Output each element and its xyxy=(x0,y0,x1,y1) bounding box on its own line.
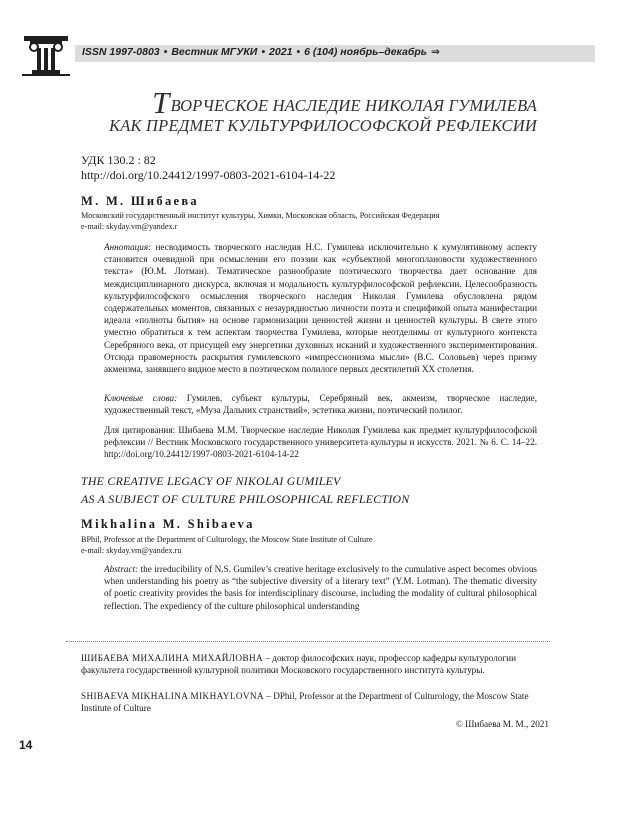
keywords-label-ru: Ключевые слова: xyxy=(104,393,178,403)
journal-year: 2021 xyxy=(269,46,293,58)
bio-text-en: – DPhil, Professor at the Department of Culturology, the Moscow State Institute of Culture xyxy=(81,691,529,714)
udc: УДК 130.2 : 82 xyxy=(81,153,156,167)
author-affiliation-en: BPhil, Professor at the Department of Culturology, the Moscow State Institute of Culture xyxy=(81,535,373,544)
title-dropcap: Т xyxy=(152,85,170,120)
footnote-divider xyxy=(66,641,550,642)
author-email-en[interactable]: e-mail: skyday.vm@yandex.ru xyxy=(81,546,182,555)
journal-issue: 6 (104) ноябрь–декабрь xyxy=(304,46,427,58)
doi-link[interactable]: http://doi.org/10.24412/1997-0803-2021-6104-14-22 xyxy=(81,168,336,182)
author-name-en: Mikhalina M. Shibaeva xyxy=(81,517,255,531)
abstract-en xyxy=(104,563,537,612)
abstract-label-ru: Аннотация: xyxy=(104,242,152,252)
author-bio-ru xyxy=(81,652,549,677)
abstract-text-en: the irreducibility of N.S. Gumilev’s creative heritage exclusively to the cumulative aspect becomes obvious when understanding his poetry as “the subjective diversity of a literary text” (Y.M. Lotman). The thematic diversity of poetic creativity provides the basis for interdisciplinary discourse, including the modality of cultural philosophical reflection. The expediency of the culture philosophical understanding xyxy=(104,564,537,611)
author-name-ru: М. М. Шибаева xyxy=(81,194,199,208)
abstract-label-en: Abstract: xyxy=(104,564,139,574)
author-bio-en xyxy=(81,690,549,715)
citation-ru: Для цитирования: Шибаева М.М. Творческое наследие Николая Гумилева как предмет культурфилософской рефлексии // Вестник Московского государственного университета культуры и искусств. 2021. № 6. С. 14–22. http://doi.org/10.24412/1997-0803-2021-6104-14-22 xyxy=(104,425,537,460)
page-number: 14 xyxy=(19,738,33,752)
article-title-en xyxy=(81,473,410,508)
keywords-ru xyxy=(104,392,537,416)
keywords-text-ru: Гумилев, субъект культуры, Серебряный век, акмеизм, творческое наследие, художественный текст, «Муза Дальних странствий», эстетика жизни, поэтический полилог. xyxy=(104,393,537,416)
bio-text-ru: – доктор философских наук, профессор кафедры культурологии факультета государственной культурной политики Московского государственного института культуры. xyxy=(81,653,517,676)
bio-name-en: SHIBAEVA MIKHALINA MIKHAYLOVNA xyxy=(81,691,264,701)
bio-name-ru: ШИБАЕВА МИХАЛИНА МИХАЙЛОВНА xyxy=(81,653,264,663)
next-arrow-icon: ⇒ xyxy=(430,46,440,58)
copyright: © Шибаева М. М., 2021 xyxy=(455,719,549,729)
header-text: ISSN 1997-0803 • Вестник МГУКИ • 2021 • 6 (104) ноябрь–декабрь ⇒ xyxy=(82,46,440,58)
title-en-line-1: THE CREATIVE LEGACY OF NIKOLAI GUMILEV xyxy=(81,474,341,488)
article-title-ru xyxy=(40,85,537,136)
title-line-1: ТВОРЧЕСКОЕ НАСЛЕДИЕ НИКОЛАЯ ГУМИЛЕВА xyxy=(152,85,537,120)
running-header xyxy=(20,34,595,78)
issn: ISSN 1997-0803 xyxy=(82,46,160,58)
column-logo-icon xyxy=(20,34,72,76)
author-affiliation-ru: Московский государственный институт культуры, Химки, Московская область, Российская Федерация xyxy=(81,211,440,220)
abstract-text-ru: несводимость творческого наследия Н.С. Гумилева исключительно к кумулятивному аспекту становится очевидной при осмыслении его поэзии как «субъектной многоплановости художественного текста» (Ю.М. Лотман). Тематическое разнообразие поэтического творчества дает основание для междисциплинарного дискурса, включая и модальность культурфилософской рефлексии. Целесообразность культурфилософского осмысления творческого наследия Николая Гумилева обусловлена рядом содержательных моментов, связанных с незаурядностью личности поэта и спецификой опыта манифестации идеала «полноты бытия» на основе гармонизации ценностей жизни и ценностей культуры. В свете этого уместно обратиться к тем аспектам творчества Гумилева, которые неотделимы от культурного контекста Серебряного века, от присущей ему энергетики духовных исканий и художественного экспериментирования. Отсюда правомерность раскрытия гумилевского «импрессионизма мысли» (В.С. Соловьев) через призму акмеизма, занявшего видное место в поэтическом полилоге первых десятилетий XX столетия. xyxy=(104,242,537,375)
title-en-line-2: AS A SUBJECT OF CULTURE PHILOSOPHICAL REFLECTION xyxy=(81,491,410,506)
title-line-2: КАК ПРЕДМЕТ КУЛЬТУРФИЛОСОФСКОЙ РЕФЛЕКСИИ xyxy=(109,116,537,135)
journal-name: Вестник МГУКИ xyxy=(171,46,258,58)
abstract-ru xyxy=(104,241,537,375)
author-email-ru[interactable]: e-mail: skyday.vm@yandex.r xyxy=(81,222,178,231)
